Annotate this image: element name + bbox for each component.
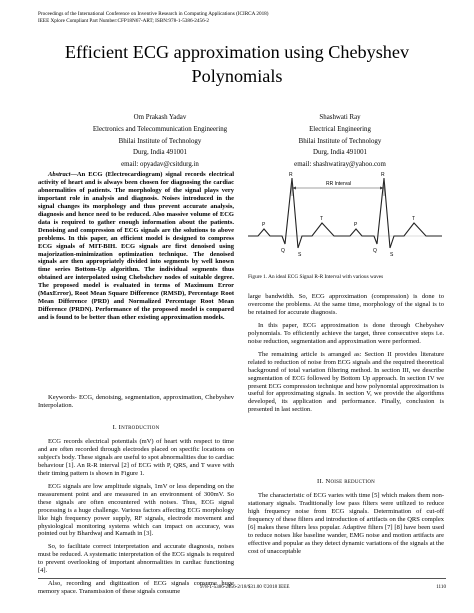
paragraph: So, to facilitate correct interpretation and accurate diagnosis, noises must be reduced. A systematic interpretation of the ECG signals is required to prevent overlooking of important abnormalities in cardiac functioning [4]. [38,543,234,575]
paragraph: The characteristic of ECG varies with time [5] which makes them non-stationary signals. Traditionally low pass filters were utilized to reduce high frequency noise from ECG signals. Determination of cut-off frequency of these filters and introduction of artifacts on the QRS complex [6] makes these filters less popular. Adaptive filters [7] [8] have been used to reduce noises like baseline wander, EMG noise and motion artifacts are effective and popular as they detect dynamic variations of the signals at the cost of unacceptable [248,492,444,555]
author-institution: Bhilai Institute of Technology [298,137,382,145]
abstract-text: —An ECG (Electrocardiogram) signal records electrical activity of heart and is always been chosen for diagnosing the cardiac abnormalities of patients. The morphology of the signal plays very important role in analysis and diagnosis. Noises introduced in the signal changes its morphology and thus prevent accurate analysis, diagnosis and hence need to be reduced. Also massive volume of ECG data is required to gather enough information about the patients. Denoising and compression of ECG signals are the solutions to above problems. In this paper, an efficient model is designed to compress ECG signals of MIT-BIH. ECG signals are first denoised using majorization-minimization optimization technique. The denoised signals are then appropriately divided into segments by well known time series Bottom-Up algorithm. The individual segments thus obtained are interpolated using Chebshchev nodes of suitable degree. The proposed model is evaluated in terms of Maximum Error (MaxError), Root Mean Square Difference (RMSD), Percentage Root Mean Difference (PRD) and Normalized Percentage Root Mean Difference (PRDN). Performance of the proposed model is compared and is found to be better than other existing approximation models. [38,171,234,322]
title-line-1: Efficient ECG approximation using Chebyshev [64,42,410,62]
paragraph: ECG signals are low amplitude signals, 1mV or less depending on the measurement point and are measured in an environment of 300mV. So these signals are often encountered with noises. Thus, ECG signal processing is a huge challenge. Various factors affecting ECG morphology like high frequency power supply, RF signals, electrode movement and physiological monitoring systems which can impact on accuracy, was pointed out by Bhardwaj and Kamath in [3]. [38,482,234,538]
section-heading-introduction: I. Introduction [112,424,160,431]
author-email: email: opyadav@csitdurg.in [121,161,199,169]
rr-interval-label: RR Interval [326,181,352,187]
keywords: Keywords- ECG, denoising, segmentation, approximation, Chebyshev Interpolation. [38,394,234,409]
paper-title [0,40,474,88]
wave-label-r1: R [289,172,293,178]
ecg-rr-interval-figure [246,166,444,266]
author-institution: Bhilai Institute of Technology [118,137,202,145]
author-dept: Electronics and Telecommunication Engineering [92,125,228,133]
wave-label-q2: Q [373,248,377,254]
conference-header [38,11,438,25]
title-line-2: Polynomials [191,66,283,86]
author-city: Durg, India 491001 [132,149,188,157]
paragraph: ECG records electrical potentials (mV) of heart with respect to time and are often recorded through electrodes placed on specific locations on subject's body. These signals are useful to spot abnormalities due to cardiac behaviour [1]. An R-R interval [2] of ECG with P, QRS, and T wave with their timing pattern is shown in Figure 1. [38,438,234,477]
wave-label-s1: S [298,252,302,258]
wave-label-p1: P [262,222,266,228]
paragraph: The remaining article is arranged as: Section II provides literature related to reduction of noise from ECG signals and the required theoretical background of total variation filtering method. In section III, we describe segmentation of ECG followed by Bottom Up approach. In section IV we present ECG compression technique and how polynomial approximation is useful for approximating signals. In section V, we provide the algorithms developed, its application and performance. Finally, conclusion is presented in last section. [248,350,444,414]
wave-label-t2: T [412,216,416,222]
author-block-1 [70,112,250,171]
paragraph: Also, recording and digitization of ECG signals consume huge memory space. Transmission of these signals consume [38,580,234,596]
paragraph: In this paper, ECG approximation is done through Chebyshev polynomials. To efficiently achieve the target, three consecutive steps i.e. noise reduction, segmentation and approximation were performed. [248,321,444,345]
wave-label-r2: R [381,172,385,178]
wave-label-p2: P [354,222,358,228]
wave-label-t1: T [320,216,324,222]
author-dept: Electrical Engineering [309,125,371,133]
right-body-top [248,293,444,414]
author-block-2 [270,112,410,171]
header-line-2: IEEE Xplore Compliant Part Number:CFP18N67-ART; ISBN:978-1-5386-2456-2 [38,18,210,24]
footer-rule [38,578,446,579]
ecg-waveform [248,178,442,248]
author-name: Om Prakash Yadav [133,114,187,121]
author-email: email: shashwatiray@yahoo.com [294,161,386,169]
paragraph: large bandwidth. So, ECG approximation (compression) is done to overcome the problems. At the same time, morphology of the signal is to be retained for accurate diagnosis. [248,293,444,316]
left-body [38,438,234,596]
section-heading-noise-reduction: II. Noise reduction [317,478,375,485]
author-city: Durg, India 491001 [312,149,368,157]
figure-caption: Figure 1. An ideal ECG Signal R-R Interval with various waves [248,274,384,280]
page-number: 1110 [436,584,446,590]
abstract [38,171,234,322]
footer-isbn: 978-1-5386-2456-2/18/$31.00 ©2018 IEEE [200,584,290,590]
right-body-bottom [248,492,444,556]
wave-label-s2: S [390,252,394,258]
wave-label-q1: Q [281,248,285,254]
header-line-1: Proceedings of the International Conference on Inventive Research in Computing Applications (ICIRCA 2018) [38,11,269,17]
abstract-label: Abstract [48,171,71,178]
author-name: Shashwati Ray [319,114,361,121]
